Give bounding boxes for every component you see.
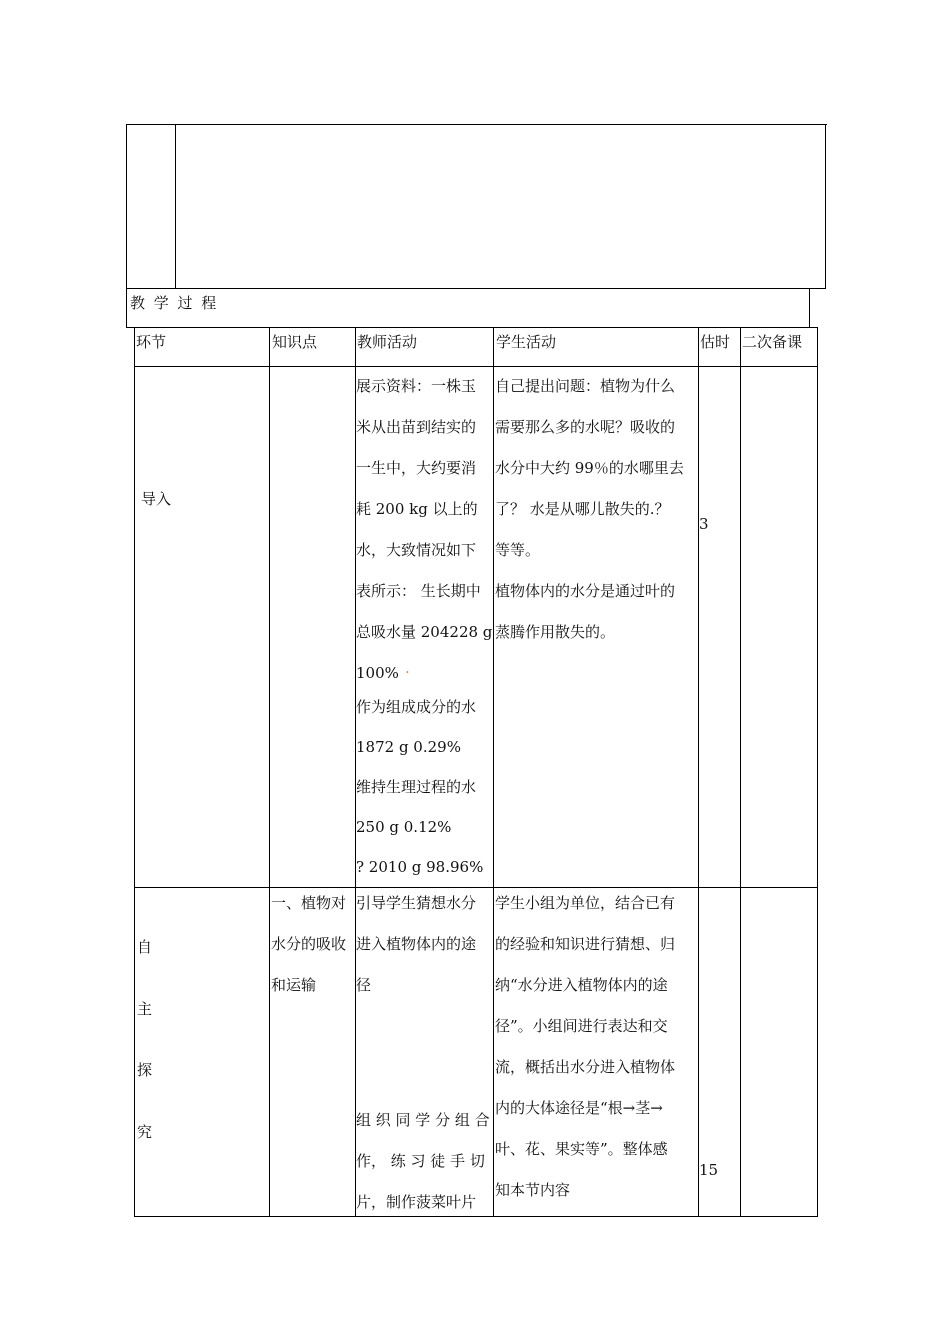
row1-teacher-line: 耗 200 kg 以上的	[356, 500, 478, 518]
row1-teacher-line: ? 2010 g 98.96%	[356, 858, 484, 876]
header-knowledge: 知识点	[272, 333, 318, 351]
col-line-4	[698, 327, 699, 1217]
row1-student-line: 自己提出问题：植物为什么	[495, 377, 676, 395]
col-line-3	[493, 327, 494, 1217]
row2-student-line: 纳“水分进入植物体内的途	[495, 976, 668, 994]
row1-student-line: 水分中大约 99％的水哪里去	[495, 459, 684, 477]
row2-knowledge-line: 和运输	[271, 976, 317, 994]
row1-teacher-line: 展示资料：一株玉	[356, 377, 477, 395]
header-time: 估时	[700, 333, 731, 351]
row1-student-activity	[495, 366, 684, 653]
row1-teacher-line: 1872 g 0.29%	[356, 738, 461, 756]
section-title: 教 学 过 程	[130, 294, 219, 312]
row1-teacher-line: 水，大致情况如下	[356, 541, 477, 559]
row2-stage-char: 探	[137, 1061, 153, 1079]
header-second-prep: 二次备课	[742, 333, 803, 351]
row2-teacher-activity-b	[356, 1100, 490, 1223]
row2-stage-char: 究	[137, 1123, 153, 1141]
row1-teacher-line: 一生中，大约要消	[356, 459, 477, 477]
row1-orange-mark: .	[405, 659, 410, 677]
header-student: 学生活动	[496, 333, 557, 351]
row2-student-line: 学生小组为单位，结合已有	[495, 894, 676, 912]
row1-teacher-line: 250 g 0.12%	[356, 818, 452, 836]
row2-knowledge-line: 水分的吸收	[271, 935, 347, 953]
row1-student-line: 需要那么多的水呢？吸收的	[495, 418, 676, 436]
row2-student-line: 流，概括出水分进入植物体	[495, 1058, 676, 1076]
section-title-row	[126, 288, 810, 328]
top-box-divider	[175, 124, 176, 289]
row2-student-activity	[495, 883, 675, 1211]
top-box-corner-mark	[823, 124, 827, 125]
row2-stage-char: 自	[137, 938, 153, 956]
row2-teacher-line: 径	[356, 976, 372, 994]
col-line-5	[740, 327, 741, 1217]
row2-student-line: 径”。小组间进行表达和交	[495, 1017, 668, 1035]
row2-teacher-activity-a	[356, 883, 476, 1006]
row1-teacher-activity-cont	[356, 687, 483, 887]
row1-teacher-activity	[356, 366, 492, 694]
top-empty-box	[126, 124, 826, 289]
row1-stage: 导入	[141, 490, 172, 508]
row2-teacher-line: 作， 练 习 徒 手 切	[356, 1152, 485, 1170]
row1-teacher-line: 总吸水量 204228 g	[356, 623, 493, 641]
row1-student-line: 等等。	[495, 541, 541, 559]
row1-time: 3	[699, 515, 709, 533]
row2-student-line: 内的大体途径是“根→茎→	[495, 1099, 663, 1117]
row2-knowledge-line: 一、植物对	[271, 894, 347, 912]
row2-student-line: 叶、花、果实等”。整体感	[495, 1140, 668, 1158]
row2-teacher-line: 组 织 同 学 分 组 合	[356, 1111, 490, 1129]
row1-teacher-line: 维持生理过程的水	[356, 778, 477, 796]
row2-student-line: 知本节内容	[495, 1181, 571, 1199]
row2-student-line: 的经验和知识进行猜想、归	[495, 935, 676, 953]
row2-stage-char: 主	[137, 1000, 153, 1018]
row1-teacher-line: 米从出苗到结实的	[356, 418, 477, 436]
row2-knowledge	[271, 883, 346, 1006]
row1-student-line: 蒸腾作用散失的。	[495, 623, 616, 641]
row2-teacher-line: 引导学生猜想水分	[356, 894, 477, 912]
row2-teacher-line: 进入植物体内的途	[356, 935, 477, 953]
col-line-1	[269, 327, 270, 1217]
row1-teacher-line: 表所示： 生长期中	[356, 582, 481, 600]
row1-student-line: 了？ 水是从哪儿散失的.？	[495, 500, 670, 518]
header-stage: 环节	[136, 333, 167, 351]
row1-teacher-line: 100%	[356, 664, 399, 682]
header-teacher: 教师活动	[357, 333, 418, 351]
row1-student-line: 植物体内的水分是通过叶的	[495, 582, 676, 600]
row2-teacher-line: 片，制作菠菜叶片	[356, 1193, 477, 1211]
row1-teacher-line: 作为组成成分的水	[356, 698, 477, 716]
row2-time: 15	[699, 1161, 719, 1179]
